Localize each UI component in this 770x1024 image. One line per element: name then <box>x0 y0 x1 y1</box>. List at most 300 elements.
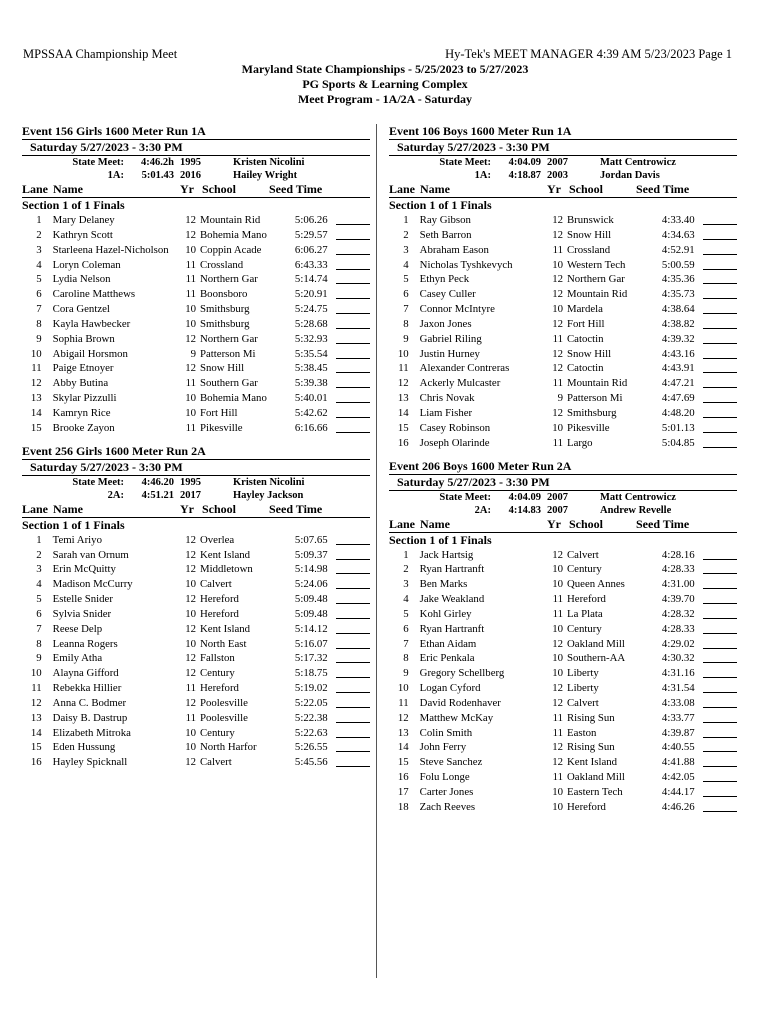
entry-name: Brooke Zayon <box>52 421 115 434</box>
result-blank-line <box>703 800 737 812</box>
entry-school: Poolesville <box>199 696 248 709</box>
entry-row <box>22 696 370 711</box>
entry-row <box>22 376 370 391</box>
event-title: Event 256 Girls 1600 Meter Run 2A <box>22 444 370 460</box>
result-blank-line <box>703 637 737 649</box>
entry-name: Sophia Brown <box>52 332 115 345</box>
entry-row <box>389 258 737 273</box>
entry-seed-time: 5:35.54 <box>294 347 328 360</box>
entry-year: 10 <box>185 392 196 405</box>
entry-lane: 8 <box>403 652 409 665</box>
entry-row <box>22 421 370 436</box>
entry-lane: 3 <box>36 563 42 576</box>
entry-seed-time: 5:22.38 <box>294 711 328 724</box>
entry-row <box>389 243 737 258</box>
entry-lane: 15 <box>397 421 409 434</box>
entry-seed-time: 4:35.73 <box>661 288 695 301</box>
record-holder: Kristen Nicolini <box>233 476 305 488</box>
record-time: 4:46.2h <box>141 157 174 168</box>
entry-seed-time: 4:28.33 <box>661 622 695 635</box>
entry-seed-time: 5:22.63 <box>294 726 328 739</box>
entry-school: Fort Hill <box>566 317 605 330</box>
school-header: School <box>569 516 604 531</box>
record-year: 1995 <box>180 476 201 488</box>
entry-school: Poolesville <box>199 711 248 724</box>
record-time: 4:04.09 <box>508 491 541 503</box>
entry-row <box>389 726 737 741</box>
entry-seed-time: 4:28.33 <box>661 563 695 576</box>
record-time: 4:04.09 <box>508 157 541 168</box>
entry-school: Easton <box>566 726 597 739</box>
record-year: 2016 <box>180 170 201 181</box>
entry-school: Fort Hill <box>199 406 238 419</box>
entry-lane: 8 <box>36 317 42 330</box>
record-label: State Meet: <box>72 157 124 168</box>
result-blank-line <box>703 376 737 388</box>
result-blank-line <box>703 213 737 225</box>
result-blank-line <box>336 317 370 329</box>
entry-school: Patterson Mi <box>199 347 256 360</box>
entry-year: 12 <box>185 622 196 635</box>
entry-name: Connor McIntyre <box>419 303 495 316</box>
entry-year: 10 <box>552 652 563 665</box>
entry-name: Temi Ariyo <box>52 533 102 546</box>
entry-lane: 14 <box>30 726 42 739</box>
entry-lane: 9 <box>36 332 42 345</box>
result-blank-line <box>703 361 737 373</box>
entry-seed-time: 5:24.06 <box>294 578 328 591</box>
entry-school: Largo <box>566 436 593 449</box>
yr-header: Yr <box>547 516 561 531</box>
entry-row <box>22 272 370 287</box>
entry-lane: 11 <box>398 362 409 375</box>
record-holder: Matt Centrowicz <box>600 157 676 168</box>
entry-row <box>389 711 737 726</box>
entry-seed-time: 4:42.05 <box>661 771 695 784</box>
entry-school: Snow Hill <box>566 347 612 360</box>
entry-school: Middletown <box>199 563 253 576</box>
record-holder: Hailey Wright <box>233 170 298 181</box>
entry-seed-time: 4:39.70 <box>661 593 695 606</box>
lane-header: Lane <box>22 501 49 516</box>
entry-row <box>22 637 370 652</box>
entry-school: Smithsburg <box>199 303 250 316</box>
entry-seed-time: 4:28.32 <box>661 607 695 620</box>
entry-row <box>389 592 737 607</box>
result-blank-line <box>703 607 737 619</box>
right-column <box>389 124 737 823</box>
event-date: Saturday 5/27/2023 - 3:30 PM <box>389 140 737 156</box>
entry-name: Cora Gentzel <box>52 303 110 316</box>
entry-school: Century <box>199 667 235 680</box>
entry-lane: 2 <box>36 228 42 241</box>
entry-name: Jake Weakland <box>419 593 485 606</box>
entry-year: 12 <box>185 332 196 345</box>
result-blank-line <box>703 548 737 560</box>
entry-year: 12 <box>552 756 563 769</box>
entry-year: 11 <box>185 711 196 724</box>
entry-name: Elizabeth Mitroka <box>52 726 131 739</box>
entry-school: Hereford <box>199 682 239 695</box>
lane-header: Lane <box>22 182 49 196</box>
result-blank-line <box>336 361 370 373</box>
result-blank-line <box>703 755 737 767</box>
entry-school: Kent Island <box>566 756 618 769</box>
entry-row <box>22 347 370 362</box>
entry-lane: 10 <box>397 347 409 360</box>
entry-row <box>22 391 370 406</box>
result-blank-line <box>703 592 737 604</box>
result-blank-line <box>336 533 370 545</box>
entry-row <box>389 770 737 785</box>
entry-year: 12 <box>552 347 563 360</box>
entry-year: 10 <box>185 726 196 739</box>
entry-school: Overlea <box>199 533 235 546</box>
entry-row <box>389 228 737 243</box>
result-blank-line <box>336 755 370 767</box>
entry-lane: 1 <box>36 533 42 546</box>
entry-year: 12 <box>185 548 196 561</box>
entry-name: Loryn Coleman <box>52 258 121 271</box>
entry-row <box>389 740 737 755</box>
entry-name: Eric Penkala <box>419 652 475 665</box>
entry-lane: 18 <box>397 800 409 813</box>
entry-row <box>389 332 737 347</box>
entry-lane: 7 <box>403 637 409 650</box>
entry-seed-time: 5:14.98 <box>294 563 328 576</box>
entry-name: Joseph Olarinde <box>419 436 490 449</box>
entry-row <box>389 755 737 770</box>
record-label: 1A: <box>474 170 491 181</box>
entry-lane: 5 <box>36 273 42 286</box>
entry-year: 12 <box>552 637 563 650</box>
entry-name: Logan Cyford <box>419 682 481 695</box>
entry-seed-time: 5:22.05 <box>294 696 328 709</box>
entry-school: Century <box>566 563 602 576</box>
entry-name: Ray Gibson <box>419 214 471 226</box>
entry-row <box>22 213 370 228</box>
entry-lane: 14 <box>397 406 409 419</box>
entry-row <box>22 243 370 258</box>
entry-seed-time: 4:47.21 <box>661 377 695 390</box>
entry-year: 12 <box>552 548 563 561</box>
entry-school: Calvert <box>566 548 599 561</box>
entry-year: 11 <box>185 258 196 271</box>
record-holder: Andrew Revelle <box>600 504 672 516</box>
entry-year: 12 <box>185 652 196 665</box>
entry-row <box>22 622 370 637</box>
entry-lane: 10 <box>30 347 42 360</box>
entry-school: Rising Sun <box>566 711 615 724</box>
entry-school: Southern-AA <box>566 652 626 665</box>
result-blank-line <box>703 272 737 284</box>
entry-row <box>22 607 370 622</box>
result-blank-line <box>703 651 737 663</box>
entry-school: Mountain Rid <box>566 377 628 390</box>
entry-row <box>389 696 737 711</box>
entry-row <box>389 302 737 317</box>
entry-seed-time: 4:52.91 <box>661 243 695 256</box>
entry-row <box>22 406 370 421</box>
entry-lane: 7 <box>36 303 42 316</box>
entry-row <box>389 800 737 815</box>
entry-school: Oakland Mill <box>566 771 625 784</box>
entry-seed-time: 4:29.02 <box>661 637 695 650</box>
record-label: State Meet: <box>439 491 491 503</box>
entry-year: 11 <box>185 273 196 286</box>
entry-year: 12 <box>185 533 196 546</box>
entry-school: La Plata <box>566 607 603 620</box>
entry-row <box>389 421 737 436</box>
section-label: Section 1 of 1 Finals <box>22 198 125 212</box>
entry-lane: 13 <box>30 392 42 405</box>
entry-school: Coppin Acade <box>199 243 262 256</box>
result-blank-line <box>336 666 370 678</box>
entry-lane: 15 <box>30 421 42 434</box>
entry-name: Jack Hartsig <box>419 548 474 561</box>
entry-seed-time: 5:28.68 <box>294 317 328 330</box>
entry-name: Steve Sanchez <box>419 756 483 769</box>
entry-lane: 9 <box>36 652 42 665</box>
yr-header: Yr <box>180 182 194 196</box>
entry-name: Madison McCurry <box>52 578 133 591</box>
event-block <box>389 459 737 815</box>
school-header: School <box>202 182 237 196</box>
result-blank-line <box>336 421 370 433</box>
entry-lane: 3 <box>403 243 409 256</box>
entry-name: Liam Fisher <box>419 406 473 419</box>
event-date: Saturday 5/27/2023 - 3:30 PM <box>22 140 370 156</box>
entry-seed-time: 5:18.75 <box>294 667 328 680</box>
entry-seed-time: 5:09.48 <box>294 607 328 620</box>
event-block <box>389 124 737 451</box>
entry-name: Alayna Gifford <box>52 667 119 680</box>
entry-year: 12 <box>552 741 563 754</box>
entry-school: Fallston <box>199 652 235 665</box>
entry-school: Calvert <box>199 578 232 591</box>
entry-school: Liberty <box>566 667 599 680</box>
entry-row <box>22 740 370 755</box>
entry-year: 11 <box>552 593 563 606</box>
entry-name: Casey Culler <box>419 288 476 301</box>
entry-year: 10 <box>552 622 563 635</box>
name-header: Name <box>53 501 83 516</box>
record-label: State Meet: <box>439 157 491 168</box>
entry-school: Hereford <box>566 800 606 813</box>
entry-school: Crossland <box>199 258 244 271</box>
entry-lane: 3 <box>403 578 409 591</box>
entry-seed-time: 4:34.63 <box>661 228 695 241</box>
entry-lane: 7 <box>403 303 409 316</box>
entry-lane: 6 <box>36 607 42 620</box>
entry-seed-time: 4:31.00 <box>661 578 695 591</box>
result-blank-line <box>703 666 737 678</box>
entry-year: 9 <box>557 392 563 405</box>
entry-row <box>389 347 737 362</box>
record-time: 4:51.21 <box>141 489 174 501</box>
yr-header: Yr <box>180 501 194 516</box>
entry-year: 11 <box>552 711 563 724</box>
result-blank-line <box>703 696 737 708</box>
lane-header: Lane <box>389 516 416 531</box>
entry-row <box>22 562 370 577</box>
entry-row <box>389 548 737 563</box>
result-blank-line <box>336 607 370 619</box>
result-blank-line <box>336 332 370 344</box>
entry-name: Kayla Hawbecker <box>52 317 131 330</box>
entry-seed-time: 4:48.20 <box>661 406 695 419</box>
result-blank-line <box>336 592 370 604</box>
result-blank-line <box>336 562 370 574</box>
record-time: 5:01.43 <box>141 170 174 181</box>
entry-year: 12 <box>185 362 196 375</box>
event-title: Event 156 Girls 1600 Meter Run 1A <box>22 124 370 140</box>
entry-year: 10 <box>185 637 196 650</box>
entry-name: Kohl Girley <box>419 607 472 620</box>
result-blank-line <box>703 577 737 589</box>
entry-row <box>389 317 737 332</box>
record-row <box>389 504 737 517</box>
entry-seed-time: 5:00.59 <box>661 258 695 271</box>
entry-year: 10 <box>552 303 563 316</box>
result-blank-line <box>336 651 370 663</box>
entry-seed-time: 4:30.32 <box>661 652 695 665</box>
result-blank-line <box>703 317 737 329</box>
event-title: Event 106 Boys 1600 Meter Run 1A <box>389 124 737 140</box>
entry-name: Ethyn Peck <box>419 273 470 286</box>
entry-school: Smithsburg <box>566 406 617 419</box>
entry-name: Ryan Hartranft <box>419 563 485 576</box>
entry-lane: 4 <box>403 593 409 606</box>
entry-seed-time: 5:07.65 <box>294 533 328 546</box>
result-blank-line <box>336 637 370 649</box>
record-holder: Jordan Davis <box>600 170 660 181</box>
meet-title: Maryland State Championships - 5/25/2023 to 5/27/2023 <box>241 62 529 76</box>
entry-seed-time: 4:31.54 <box>661 682 695 695</box>
entry-school: Southern Gar <box>199 377 258 390</box>
record-label: State Meet: <box>72 476 124 488</box>
entry-row <box>389 785 737 800</box>
entry-seed-time: 4:39.32 <box>661 332 695 345</box>
entry-seed-time: 5:01.13 <box>661 421 695 434</box>
entry-year: 10 <box>185 741 196 754</box>
entry-name: Ethan Aidam <box>419 637 477 650</box>
entry-school: Bohemia Mano <box>199 228 267 241</box>
result-blank-line <box>336 376 370 388</box>
entry-school: Brunswick <box>566 214 614 226</box>
entry-year: 12 <box>552 273 563 286</box>
name-header: Name <box>53 182 83 196</box>
result-blank-line <box>703 258 737 270</box>
entry-seed-time: 6:43.33 <box>294 258 328 271</box>
entry-name: Ryan Hartranft <box>419 622 485 635</box>
entry-name: Kamryn Rice <box>52 406 111 419</box>
entry-name: Abby Butina <box>52 377 109 390</box>
entry-school: Calvert <box>199 756 232 769</box>
entry-year: 10 <box>185 406 196 419</box>
entry-row <box>22 258 370 273</box>
entry-lane: 2 <box>403 563 409 576</box>
entry-school: Mardela <box>566 303 603 316</box>
entry-name: Carter Jones <box>419 786 474 798</box>
entry-name: Seth Barron <box>419 228 472 241</box>
entry-year: 12 <box>185 756 196 769</box>
entry-name: Casey Robinson <box>419 421 491 434</box>
record-holder: Hayley Jackson <box>233 489 304 501</box>
entry-year: 12 <box>552 682 563 695</box>
result-blank-line <box>703 228 737 240</box>
column-header <box>389 517 737 533</box>
entry-lane: 13 <box>397 392 409 405</box>
entry-seed-time: 4:43.16 <box>661 347 695 360</box>
entry-row <box>389 272 737 287</box>
entry-seed-time: 4:39.87 <box>661 726 695 739</box>
entry-year: 11 <box>552 377 563 390</box>
entry-seed-time: 5:39.38 <box>294 377 328 390</box>
column-divider <box>376 124 377 978</box>
entry-seed-time: 4:35.36 <box>661 273 695 286</box>
entry-year: 10 <box>552 667 563 680</box>
entry-name: Ackerly Mulcaster <box>419 377 501 390</box>
event-block <box>22 444 370 771</box>
entry-name: Eden Hussung <box>52 741 116 754</box>
entry-year: 12 <box>552 317 563 330</box>
entry-seed-time: 4:46.26 <box>661 800 695 813</box>
entry-lane: 12 <box>397 377 409 390</box>
entry-lane: 9 <box>403 332 409 345</box>
record-time: 4:14.83 <box>508 504 541 516</box>
entry-lane: 15 <box>30 741 42 754</box>
entry-row <box>22 681 370 696</box>
entry-lane: 6 <box>36 288 42 301</box>
record-year: 2003 <box>547 170 568 181</box>
result-blank-line <box>336 681 370 693</box>
result-blank-line <box>703 740 737 752</box>
entry-seed-time: 5:17.32 <box>294 652 328 665</box>
entry-name: Leanna Rogers <box>52 637 118 650</box>
page-titles <box>0 62 770 107</box>
entry-school: Calvert <box>566 696 599 709</box>
entry-school: Northern Gar <box>199 332 258 345</box>
result-blank-line <box>703 302 737 314</box>
entry-year: 12 <box>552 288 563 301</box>
entry-lane: 6 <box>403 288 409 301</box>
school-header: School <box>569 182 604 196</box>
entry-name: John Ferry <box>419 741 467 754</box>
section-label: Section 1 of 1 Finals <box>389 198 492 212</box>
record-row <box>22 169 370 182</box>
entry-lane: 8 <box>403 317 409 330</box>
entry-name: Erin McQuitty <box>52 563 116 576</box>
result-blank-line <box>703 562 737 574</box>
entry-name: Skylar Pizzulli <box>52 392 117 405</box>
entry-year: 10 <box>552 578 563 591</box>
name-header: Name <box>420 182 450 196</box>
entry-lane: 16 <box>397 771 409 784</box>
entry-seed-time: 5:14.12 <box>294 622 328 635</box>
meet-name: MPSSAA Championship Meet <box>23 47 178 61</box>
entry-row <box>22 755 370 770</box>
entry-lane: 4 <box>36 258 42 271</box>
entry-lane: 6 <box>403 622 409 635</box>
entry-name: Reese Delp <box>52 622 103 635</box>
entry-name: Lydia Nelson <box>52 273 111 286</box>
entry-seed-time: 5:09.37 <box>294 548 328 561</box>
entry-name: Abigail Horsmon <box>52 347 128 360</box>
entry-lane: 12 <box>30 696 42 709</box>
entry-seed-time: 5:40.01 <box>294 392 328 405</box>
record-row <box>389 156 737 169</box>
